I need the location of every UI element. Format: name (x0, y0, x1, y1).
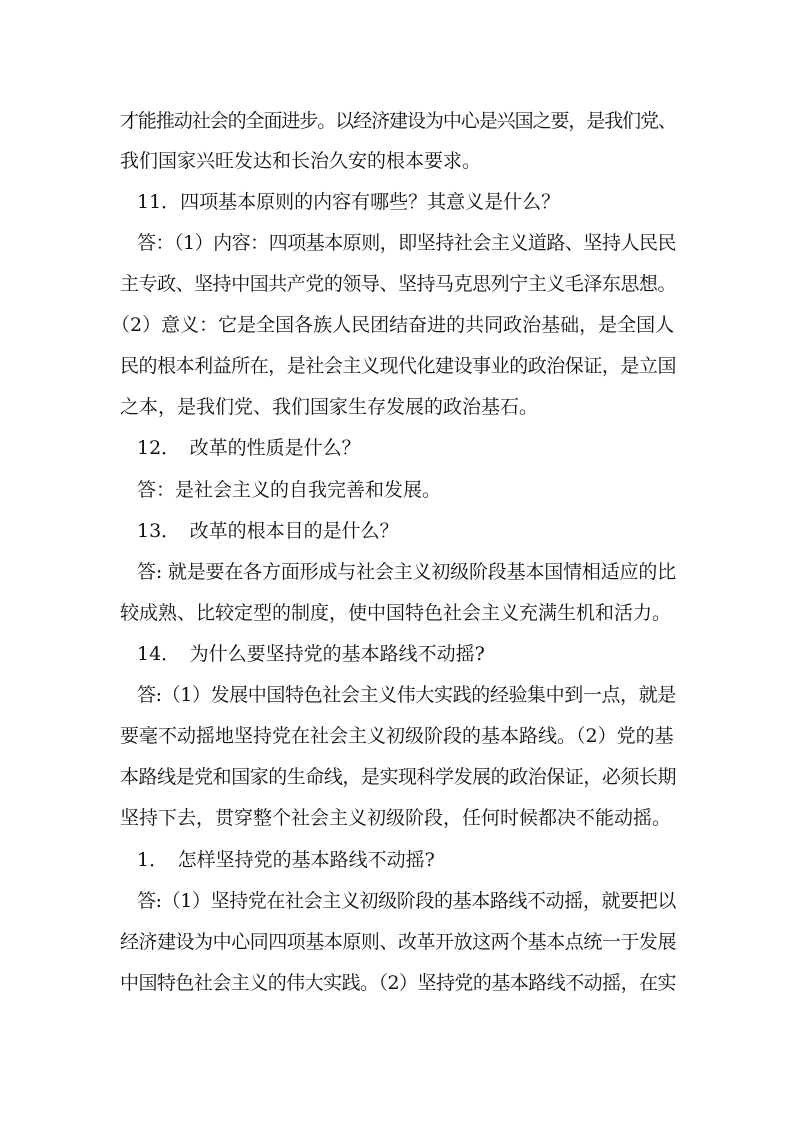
text-line-content: 答：（1）内容：四项基本原则，即坚持社会主义道路、坚持人民民 (137, 232, 676, 254)
question-heading-text: 1． 怎样坚持党的基本路线不动摇? (137, 849, 435, 871)
question-heading-text: 14． 为什么要坚持党的基本路线不动摇? (137, 643, 485, 665)
text-line-content: 经济建设为中心同四项基本原则、改革开放这两个基本点统一于发展 (120, 931, 676, 953)
text-line-content: 主专政、坚持中国共产党的领导、坚持马克思列宁主义毛泽东思想。 (120, 273, 676, 295)
text-line-content: 答:（1）发展中国特色社会主义伟大实践的经验集中到一点，就是 (137, 684, 676, 706)
text-line-content: 答: 就是要在各方面形成与社会主义初级阶段基本国情相适应的比 (137, 561, 676, 583)
text-line-content: 答:（1）坚持党在社会主义初级阶段的基本路线不动摇，就要把以 (137, 890, 676, 912)
text-line-content: 坚持下去，贯穿整个社会主义初级阶段，任何时候都决不能动摇。 (120, 807, 672, 829)
text-line-content: （2）意义：它是全国各族人民团结奋进的共同政治基础，是全国人 (111, 314, 675, 336)
question-heading-text: 12． 改革的性质是什么？ (137, 437, 361, 459)
text-line-content: 中国特色社会主义的伟大实践。（2）坚持党的基本路线不动摇，在实 (120, 972, 676, 994)
text-line-content: 才能推动社会的全面进步。以经济建设为中心是兴国之要，是我们党、 (120, 110, 676, 132)
question-heading-text: 11．四项基本原则的内容有哪些？其意义是什么？ (137, 191, 561, 213)
text-line-content: 要毫不动摇地坚持党在社会主义初级阶段的基本路线。（2）党的基 (120, 725, 674, 747)
text-line-content: 之本，是我们党、我们国家生存发展的政治基石。 (120, 396, 539, 418)
text-line-content: 我们国家兴旺发达和长治久安的根本要求。 (120, 150, 482, 172)
text-line-content: 答：是社会主义的自我完善和发展。 (137, 479, 442, 501)
text-line-content: 本路线是党和国家的生命线，是实现科学发展的政治保证，必须长期 (120, 766, 676, 788)
question-heading-text: 13． 改革的根本目的是什么？ (137, 520, 399, 542)
text-line-content: 较成熟、比较定型的制度，使中国特色社会主义充满生机和活力。 (120, 602, 672, 624)
text-line-content: 民的根本利益所在，是社会主义现代化建设事业的政治保证，是立国 (120, 355, 676, 377)
